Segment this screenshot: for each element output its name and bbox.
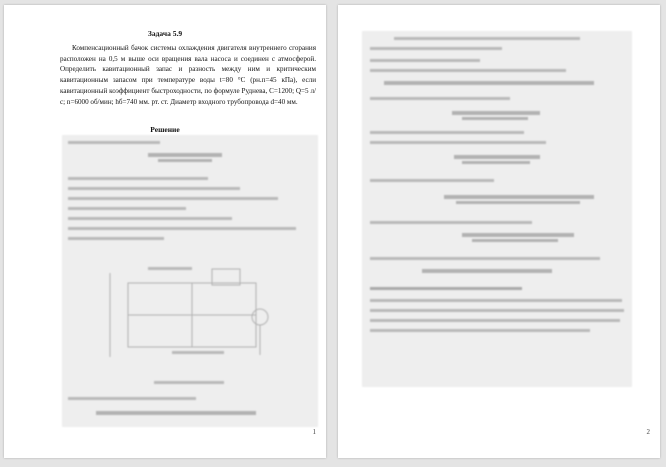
page-number: 1 (312, 428, 316, 436)
scan-content-1 (62, 135, 318, 427)
document-page-1 (4, 5, 326, 458)
problem-statement: Компенсационный бачок системы охлаждения двигателя внутреннего сгорания расположен на 0,5 м выше оси вращения вала насоса и соединен с атмосферой. Определить кавитационный запас и разность между ним и критическим кавитационным запасом при температуре воды t=80 °С (pн.п=45 кПа), если кавитационный коэффициент быстроходности, по формуле Руднева, C=1200; Q=5 л/с; n=6000 об/мин; hб=740 мм. рт. ст. Диаметр входного трубопровода d=40 мм. (60, 44, 316, 106)
problem-title: Задача 5.9 (147, 29, 183, 38)
scan-content-2 (362, 31, 632, 387)
scanned-solution-image-2 (362, 31, 632, 387)
document-page-2 (338, 5, 660, 458)
scanned-solution-image-1 (62, 135, 318, 427)
page-number: 2 (646, 428, 650, 436)
solution-heading: Решение (150, 125, 180, 134)
pump-system-diagram (110, 267, 268, 357)
